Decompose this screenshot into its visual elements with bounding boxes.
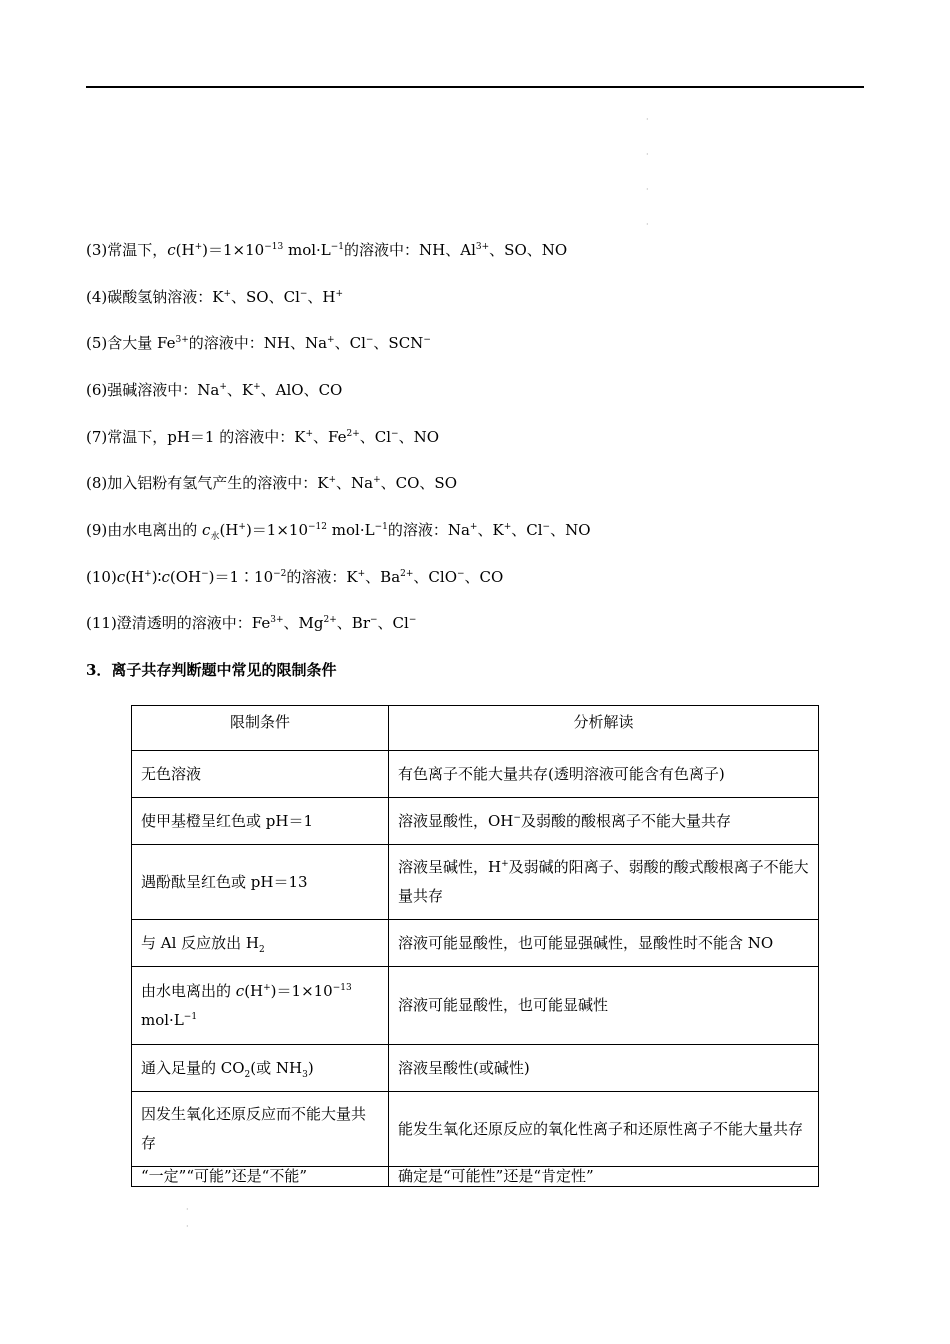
cell-condition: 使甲基橙呈红色或 pH＝1 (132, 798, 389, 845)
cell-analysis: 溶液显酸性，OH−及弱酸的酸根离子不能大量共存 (389, 798, 819, 845)
list-item: (7)常温下，pH＝1 的溶液中：K+、$Fe^{2+}$、Cl−、NO (86, 428, 440, 446)
table-row (132, 920, 819, 967)
list-item: (9)由水电离出的 $c_水(H^+)=1\times 10^{-12}$ $mol\cdot L^{-1}$的溶液：Na+、K+、Cl−、NO (86, 521, 591, 542)
table-header-analysis: 分析解读 (389, 706, 819, 751)
cell-analysis: 有色离子不能大量共存(透明溶液可能含有色离子) (389, 751, 819, 798)
table-row (132, 1167, 819, 1187)
list-item: $(10)c(H^+)∶c(OH^-)=1∶10^{-2}$的溶液：K+、$Ba^{2+}$、ClO−、CO (86, 568, 504, 586)
cell-condition: 由水电离出的 $c(H^+)=1\times 10^{-13}$ $mol\cdot L^{-1}$ (132, 967, 389, 1045)
table-row (132, 1092, 819, 1167)
table-row (132, 967, 819, 1045)
list-item: (8)加入铝粉有氢气产生的溶液中：K+、Na+、CO、SO (86, 474, 457, 492)
mark-dot: · (186, 1205, 189, 1214)
conditions-table (131, 705, 819, 1187)
cell-condition: 与 Al 反应放出 $H_2$ (132, 920, 389, 967)
list-item: (6)强碱溶液中：Na+、K+、AlO、CO (86, 381, 343, 399)
cell-condition: 因发生氧化还原反应而不能大量共存 (132, 1092, 389, 1167)
mark-dot: · (186, 1222, 189, 1231)
list-item: (3)常温下，$c(H^+)=1\times 10^{-13}$ $mol\cdot L^{-1}$的溶液中：NH、$Al^{3+}$、SO、NO (86, 241, 568, 259)
cell-analysis: 溶液可能显酸性，也可能显强碱性，显酸性时不能含 NO (389, 920, 819, 967)
cell-condition: 遇酚酞呈红色或 pH＝13 (132, 845, 389, 920)
mark-dot: · (646, 185, 649, 194)
mark-dot: · (646, 115, 649, 124)
list-item: (11)澄清透明的溶液中：$Fe^{3+}$、$Mg^{2+}$、Br−、Cl− (86, 614, 417, 632)
list-item: (4)碳酸氢钠溶液：K+、SO、Cl−、H+ (86, 288, 344, 306)
table-header-condition: 限制条件 (132, 706, 389, 751)
cell-analysis: 确定是“可能性”还是“肯定性” (389, 1167, 819, 1187)
table-row (132, 1045, 819, 1092)
mark-dot: · (646, 150, 649, 159)
table-row (132, 845, 819, 920)
header-rule (86, 86, 864, 88)
cell-analysis: 溶液呈酸性(或碱性) (389, 1045, 819, 1092)
cell-analysis: 溶液呈碱性，H+及弱碱的阳离子、弱酸的酸式酸根离子不能大量共存 (389, 845, 819, 920)
mark-dot: · (646, 220, 649, 229)
cell-analysis: 溶液可能显酸性，也可能显碱性 (389, 967, 819, 1045)
table-row (132, 798, 819, 845)
cell-condition: 通入足量的 $CO_2$(或 $NH_3$) (132, 1045, 389, 1092)
list-item: (5)含大量 $Fe^{3+}$的溶液中：NH、Na+、Cl−、SCN− (86, 334, 431, 352)
table-row (132, 751, 819, 798)
cell-condition: 无色溶液 (132, 751, 389, 798)
cell-analysis: 能发生氧化还原反应的氧化性离子和还原性离子不能大量共存 (389, 1092, 819, 1167)
section-title: 3．离子共存判断题中常见的限制条件 (86, 661, 337, 679)
table-header-row (132, 706, 819, 751)
cell-condition: “一定”“可能”还是“不能” (132, 1167, 389, 1187)
